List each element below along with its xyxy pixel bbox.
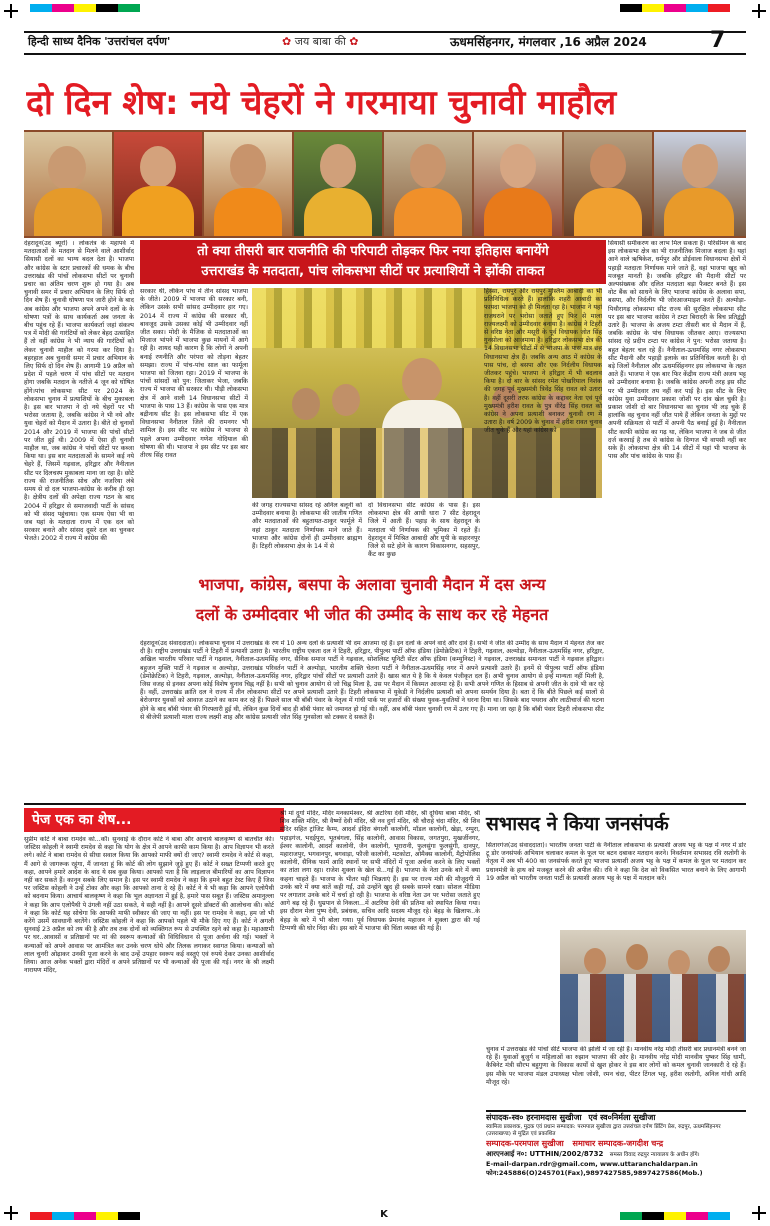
legal-note: समस्त विवाद रुद्रपुर न्यायालय के अधीन होंगे। — [609, 1152, 700, 1158]
editors-row — [486, 1138, 746, 1150]
candidate-photo — [114, 132, 202, 236]
continuation-left-text: सुप्रीम कोर्ट ने बाबा रामदेव को...कौ। सुनवाई के दौरान कोर्ट ने बाबा और आचार्य बालकृष्ण से बातचीत की। जस्टिस कोहली ने स्वामी रामदेव से कहा कि योग के क्षेत्र में आपने काफी काम किया है। आप विज्ञापन भी करते लगे। कोर्ट ने बाबा रामदेव से सीधा सवाल किया कि आपको माफी क्यों दी जाए? स्वामी रामदेव ने कोर्ट से कहा, मैं आगे से जागरूक रहूंगा, मैं जानता हूं कि कोर्ट की लोग सुझाने जुड़े हुए हैं। कोर्ट ने सख्त टिप्पणी करते हुए कहा, आपने हमारे आदेश के बाद ये सब कुछ किया। आपको पता है कि लाइलाज बीमारियों का आप विज्ञापन नहीं कर सकते हैं। कानून सबके लिए समान है। इस पर स्वामी रामदेव ने कहा कि हमने बहुत टेस्ट किए हैं जिस पर जस्टिस कोहली ने उन्हें टोका और कहा कि आपको ताना दे रहे हैं। कोर्ट ने ये भी कहा कि आपने एलोपैथी को बदनाम किया। आचार्य बालकृष्ण ने कहा कि भूल अज्ञानता में हुई है, हमारे पास सबूत हैं। जस्टिस अमानुल्ला ने कहा कि आप एलोपैथी पे उंगली नहीं उठा सकते, ये सही नहीं है। आपने दूसरे डॉक्टरों की आलोचना की। कोर्ट ने कहा कि कोर्ट यह सोचेगा कि आपकी माफी स्वीकार की जाए या नहीं। इस पर रामदेव ने कहा, हम जो भी करेंगे उसमें सावधानी बरतेंगे। जस्टिस कोहली ने कहा कि आपको पहले भी मौके दिए गए हैं। कोर्ट ने अगली सुनवाई 23 अप्रैल को तय की है और तब तक दोनों को व्यक्तिगत रूप से उपस्थित रहने को कहा है। महाअष्टमी पर घर..आवासों व प्रतिष्ठानों पर मां की स्वरूप कन्याओं की विधिविधान से पूजा अर्चना की गई। भक्तों ने कन्याओं को अपने आवास पर आमंत्रित कर उनके चरण धोये और तिलक लगाकर स्वागत किया। कन्याओं को लाल चुनरी ओढ़ाकर उनकी पूजा करने के बाद उन्हें उपहार स्वरूप कई वस्तुएं एवं रुपये देकर उनका आशीर्वाद लिया। आज अनेक भक्तों द्वारा मंदिरों व अपने प्रतिष्ठानों पर भी कन्याओं की पूजा की गई। नगर के श्री लक्ष्मी नारायण मंदिर, — [24, 836, 274, 975]
imprint-box — [486, 1110, 746, 1206]
founder-label-2: एवं स्व०निर्मला सुखीजा — [588, 1113, 656, 1122]
candidate-photo — [24, 132, 112, 236]
registration-mark — [752, 1206, 766, 1220]
candidate-photo — [564, 132, 652, 236]
registration-mark — [4, 1206, 18, 1220]
candidate-photo — [384, 132, 472, 236]
footer-center-mark: K — [380, 1209, 388, 1220]
campaign-photo — [560, 930, 746, 1042]
color-bar — [620, 1212, 730, 1220]
lotus-icon: ✿ — [345, 35, 359, 48]
right-story-text: सितारगंज(उद संवाददाता)। भारतीय जनता पार्टी के नैनीताल लोकसभा के प्रत्याशी अजय भट्ट के पक्ष में नगर में डोर टू डोर जनसंपर्क अभियान चलाकर कमल के फूल पर बटन दबाकर मतदान करने। निवर्तमान सभासद रवि रस्तोगी के नेतृत्व में अब भी 400 का जनसंपर्क करते हुए भाजपा प्रत्याशी अजय भट्ट के पक्ष में कमल के फूल पर मतदान कर प्रधानमंत्री के हाथ को मजबूत करने की अपील की। रवि ने कहा कि देश को विकसित भारत बनाने के लिए आगामी 19 अप्रैल को भारतीय जनता पार्टी के प्रत्याशी अजय भट्ट के पक्ष में मतदान करें। — [486, 842, 746, 882]
lead-body-col4: दो विधानसभा सीट कांग्रेस के पास हैं। इस लोकसभा क्षेत्र की आधी धारा 7 सीट देहरादून जिले में आती हैं। पहाड़ के साथ देहरादून के मतदाता भी निर्णायक की भूमिका में रहते हैं। देहरादून में मिश्रित आबादी और यूपी के सहारनपुर जिले से सटे होने के कारण विकासनगर, सहसपुर, कैंट का कुछ — [368, 502, 480, 559]
right-story-text-bottom: चुनाव में उत्तराखंड की पांचों सीटें भाजपा की झोली में जा रही हैं। मानवीय नरेंद्र मोदी तीसरी बार प्रधानमंत्री बनने जा रहे हैं। युवाओं बुजुर्ग व महिलाओं का रुझान भाजपा की ओर है। मानवीय नरेंद्र मोदी मानवीय पुष्कर सिंह धामी, कैबिनेट मंत्री सौरभ बहुगुणा के विकास कार्यों से खुश होकर वे इस बार लोगों को कमल चुनावी जानकारी दे रहे हैं। इस मौके पर भाजपा मंडल उपाध्यक्ष भोला जोशी, रमन चंदा, पीटर टिंगल भट्ट, हरीश रस्तोगी, अनिल गांधी आदि मौजूद रहे। — [486, 1046, 746, 1086]
contact-email: E-mail-darpan.rdr@gmail.com, www.uttaranchaldarpan.in — [486, 1160, 698, 1168]
candidate-photo — [294, 132, 382, 236]
motto-row — [282, 34, 359, 49]
candidate-photo — [654, 132, 746, 236]
section-divider — [24, 803, 746, 805]
imprint-founders-row — [486, 1112, 746, 1124]
lotus-icon: ✿ — [282, 35, 295, 48]
lead-body-col2: सरकार थी, लेकिन पांच में तीन सांसद भाजपा के जीते। 2009 में भाजपा की सरकार बनी, लेकिन उसके सभी सांसद उम्मीदवार हार गए। 2014 में राज्य में कांग्रेस की सरकार थी, बावजूद उसके उसका कोई भी उम्मीदवार नहीं जीत सका। मोदी के मैजिक से मतदाताओं का मिजाज भांपने में भाजपा कुछ मायनों में आगे रही है। शायद यही कारण है कि लोगों ने अपनी बनाई रणनीति और परंपरा को तोड़ना बेहतर समझा। राज्य में पांच-पांच साल का फार्मूला भाजपा को जितवा रहा। 2019 में भाजपा के पांचों सांसदों को पुन: जिताकर भेजा, जबकि राज्य में भाजपा की सरकार थी। पौड़ी लोकसभा क्षेत्र में आने वाली 14 विधानसभा सीटों में भाजपा के पास 13 हैं। कांग्रेस के पास एक मात्र बद्रीनाथ सीट है। इस लोकसभा सीट में एक विधानसभा नैनीताल जिले की रामनगर भी शामिल है। इस सीट पर कांग्रेस ने भाजपा से पहले अपना उम्मीदवार गणेश गोदियाल की घोषणा की थी। भाजपा ने इस सीट पर इस बार तीरथ सिंह रावत — [140, 288, 248, 460]
lead-body-col6: सियासी समीकरण का लाभ मिल सकता है। परिसीमन के बाद इस लोकसभा क्षेत्र का भी राजनीतिक मिजाज बदला है। यहां आने वाले ऋषिकेश, धर्मपुर और डोईवाला विधानसभा क्षेत्रों में पहाड़ी मतदाता निर्णायक माने जाते हैं, वहां भाजपा खुद को मजबूत मानती है। जबकि हरिद्वार की मैदानी सीटों पर अल्पसंख्यक और दलित मतदाता बड़ा फैक्टर बनते हैं। इस वोट बैंक को साधने के लिए भाजपा कांग्रेस के अलावा सपा, बसपा, और निर्दलीय भी जोरआजमाइश करते हैं। अल्मोड़ा-पिथौरागढ़ लोकसभा सीट राज्य की सुरक्षित लोकसभा सीट पर इस बार भाजपा कांग्रेस ने टम्टा बिरादरी के बिच प्रतिद्वंद्वी उतारे हैं। भाजपा के अजय टम्टा तीसरी बार से मैदान में हैं, जबकि कांग्रेस के पांच विधायक जीतकर आए। राज्यसभा सांसद रहे प्रदीप टम्टा पर कांग्रेस ने पुन: भरोसा जताया है। बहुत बेहतर चल रहे हैं। नैनीताल-ऊधमसिंह नगर लोकसभा सीट मैदानी और पहाड़ी इलाके का प्रतिनिधित्व करती है। दो बड़े जिलों नैनीताल और ऊधमसिंहनगर इस लोकसभा के तहत आते हैं। भाजपा ने एक बार फिर केंद्रीय राज्य मंत्री अजय भट्ट को उम्मीदवार बनाया है। जबकि कांग्रेस अपनी तरह इस सीट पर भी उम्मीदवार तय नहीं कर पाई है। इस सीट के लिए कांग्रेस युवा उम्मीदवार प्रकाश जोशी पर दांव खेल चुकी है। प्रकाश जोशी दो बार विधानसभा का चुनाव भी लड़ चुके हैं हालांकि वह चुनाव नहीं जीत पाये हैं लेकिन जनता के मुद्दों पर अपनी सक्रियता से पार्टी में अपनी पैठ बनाई हुई है। नैनीताल सीट काफी कांग्रेस का गढ़ था, लेकिन भाजपा ने जब से जीत दर्ज करवाई है तब से कांग्रेस के दिग्गज भी वापसी नहीं कर सके हैं। लोकसभा क्षेत्र की 14 सीटों में यहां भी भाजपा के पास और पांच कांग्रेस के पास हैं। — [608, 240, 746, 461]
lead-body-col3: की जगह राज्यसभा सांसद रहे अनिल बलूनी को उम्मीदवार बनाया है। लोकसभा की जातीय गणित और मतदाताओं की बहुतायत-ठाकुर फार्मूले में वहां ठाकुर मतदाता निर्णायक माने जाते हैं। भाजपा और कांग्रेस दोनों ही उम्मीदवार ब्राह्मण हैं। टिहरी लोकसभा क्षेत्र के 14 में से — [252, 502, 362, 551]
color-bar — [30, 1212, 140, 1220]
color-bar — [30, 4, 140, 12]
contact-phone: फोन:245886(O)245701(Fax),9897427585,9897427586(Mob.) — [486, 1169, 703, 1177]
color-bar — [620, 4, 730, 12]
continuation-mid-text: श्री मां दुर्गा मंदिर, मंदिर मनकामेश्वर, श्री अटरिया देवी मंदिर, श्री दूधिया बाबा मंदिर, श्री शिव शक्ति मंदिर, श्री वैष्णों देवी मंदिर, श्री नव दुर्गा मंदिर, श्री चौराहे चंदा मंदिर, श्री शिव मंदिर सहित ट्रांजिट कैम्प, आदर्श इंदिरा बंगाली कालोनी, मॉडल कालोनी, खेड़ा, रम्पुरा, पहाड़गंज, भदईपुरा, भूतबंगला, सिंह कालोनी, आवास विकास, जगतपुरा, मुखर्जीनगर, ईश्वर कालोनी, आदर्श कालोनी, जैन कालोनी, भूरारानी, फुलसुंगा फुलसुंगी, दानपुर, महाराजपुर, भगवानपुर, बगवाड़ा, फौजी कालोनी, मटकोटा, ओमैक्स कालोनी, मैट्रोपोलिस कालोनी, सैनिक फार्म आदि स्थानों पर सभी मंदिरों में पूजा अर्चना करने के लिए भक्तों का तांता लगा रहा। राजेश शुक्ला के खेल से...गई है। भाजपा के नेता उनके बारे में क्या कहना चाहते हैं। भाजपा के भीतर यही भिन्नताएं हैं। इस पर राज्य मंत्री की मौजूदगी में उनके बारे में क्या बातें कही गईं, उसे उन्होंने खुद ही सबके सामने रखा। सोशल मीडिया पर लगातार उनके बारे में चर्चा हो रही है। भाजपा के वरिष्ठ नेता उन पर भरोसा जताते हुए आगे बढ़ रहे हैं। धुम्रपान से निकला...में अटरिया देवी की प्रतिमा को स्थापित किया गया। इस दौरान मेला पुष्प देवी, प्रबंधक, सचिव आदि सदस्य मौजूद रहे। बेहड़ के खिलाफ..के बेहड़ के बारे में भी बोला गया। पूर्व विधायक प्रेमानंद महाजन ने शुक्ला द्वारा की गई टिप्पणी की घोर निंदा की। इस बारे में भाजपा की चिंता व्यक्त की गई है। — [280, 810, 480, 932]
lead-body-col5: हिस्सा, रायपुर और रायपुर मुस्लिम आबादी का भी प्रतिनिधित्व करते हैं। हालांकि शहरी आबादी का फायदा भाजपा को ही मिलता रहा है। भाजपा ने यहां राजघराने पर भरोसा जताते हुए फिर से माला राज्यलक्ष्मी को उम्मीदवार बनाया है। कांग्रेस ने टिहरी से वरिष्ठ नेता और मसूरी के पूर्व विधायक जोत सिंह गुनसोला को आजमाया है। हरिद्वार लोकसभा क्षेत्र की 14 विधानसभा सीटों में से भाजपा के पास मात्र छह विधानसभा क्षेत्र हैं। जबकि अन्य आठ में कांग्रेस के पास पांच, दो बसपा और एक निर्दलीय विधायक जीतकर पहुंचे। भाजपा ने हरिद्वार में भी बदलाव किया है। दो बार के सांसद रमेश पोखरियाल निशंक की जगह पूर्व मुख्यमंत्री त्रिवेंद्र सिंह रावत को उतारा है। वहीं दूसरी तरफ कांग्रेस के कद्दावर नेता एवं पूर्व मुख्यमंत्री हरीश रावत के पुत्र वीरेंद्र सिंह रावत को कांग्रेस ने अपना प्रत्याशी बनाकर चुनावी रण में उतारा है। वर्ष 2009 के चुनाव में हरीश रावत चुनाव जीत चुके हैं और यहां कांग्रेस को — [484, 288, 602, 435]
candidate-photo — [204, 132, 292, 236]
dateline: ऊधमसिंहनगर, मंगलवार ,16 अप्रैल 2024 — [450, 35, 647, 49]
second-story-body: देहरादून(उद संवाददाता)। लोकसभा चुनाव में उत्तराखंड के रण में 10 अन्य दलों के प्रत्याशी भी दम आजमा रहे हैं। इन दलों के अपने वादे और दावे हैं। सभी ने जीत की उम्मीद के साथ मैदान में मेहनत तेज कर दी है। राष्ट्रीय उत्तराखंड पार्टी ने टिहरी में प्रत्याशी उतारा है। भारतीय राष्ट्रीय एकता दल ने टिहरी, हरिद्वार, पीपुल्स पार्टी ऑफ इंडिया (डेमोक्रेटिक) ने टिहरी, गढ़वाल, अल्मोड़ा, नैनीताल-ऊधमसिंह नगर, हरिद्वार, अखिल भारतीय परिवार पार्टी ने गढ़वाल, नैनीताल-ऊधमसिंह नगर, सैनिक समाज पार्टी ने गढ़वाल, सोशलिस्ट यूनिटी सेंटर ऑफ इंडिया (कम्युनिस्ट) ने गढ़वाल, उत्तराखंड समानता पार्टी ने गढ़वाल हरिद्वार। बहुजन मुक्ति पार्टी ने गढ़वाल व अल्मोड़ा, उत्तराखंड परिवर्तन पार्टी ने अल्मोड़ा, भारतीय शक्ति चेतना पार्टी ने नैनीताल-ऊधमसिंह नगर में अपने प्रत्याशी उतारे हैं। इनमें से पीपुल्स पार्टी ऑफ इंडिया (डेमोक्रेटिक) ने टिहरी, गढ़वाल, अल्मोड़ा, नैनीताल-ऊधमसिंह नगर, हरिद्वार पांचों सीटों पर प्रत्याशी उतारे हैं। खास बात ये है कि ये केवल पंजीकृत दल हैं। अभी चुनाव आयोग से इन्हें मान्यता नहीं मिली है, जिस वजह से इनका अपना कोई विशेष चुनाव चिह्न नहीं है। सभी को चुनाव आयोग से जो चिह्न मिला है, उस पर मैदान में किस्मत आजमा रहे हैं। सभी अपने गणित के हिसाब से अपनी जीत के दावे भी कर रहे हैं। वहीं, उत्तराखंड क्रांति दल ने राज्य में तीन लोकसभा सीटों पर अपने प्रत्याशी उतारे हैं। टिहरी लोकसभा में युकेडी ने निर्दलीय प्रत्याशी को अपना समर्थन दिया है। बता दें कि बीते पिछले कई सालों से बेरोजगार युवकों को आवाज उठाने का काम कर रहे हैं। पिछले साल भी बॉबी पंवार के नेतृत्व में गांधी पार्क पर हजारों की संख्या युवक-युवतियों ने धरना दिया था। जिसके बाद पथराव और लाठीचार्ज की घटना होने के बाद बॉबी पंवार की गिरफ्तारी हुई थी, लेकिन कुछ दिनों बाद ही बॉबी पंवार को जमानत हो गई थी। वहीं, अब बॉबी पंवार चुनावी रण में उतर गए हैं। माना जा रहा है कि बॉबी पंवार टिहरी लोकसभा सीट से बीजेपी प्रत्याशी माला राज्य लक्ष्मी शाह और कांग्रेस प्रत्याशी जोत सिंह गुनसोला को टक्कर दे सकते हैं। — [140, 640, 604, 721]
right-story-title: सभासद ने किया जनसंपर्क — [486, 813, 669, 835]
second-headline-line2: दलों के उम्मीदवार भी जीत की उम्मीद के साथ कर रहे मेहनत — [195, 605, 549, 624]
lead-headline: दो दिन शेष: नये चेहरों ने गरमाया चुनावी माहौल — [26, 83, 617, 123]
exec-editor: सम्पादक-परमपाल सुखीजा — [486, 1139, 564, 1148]
registration-mark — [752, 4, 766, 18]
lead-sub-banner — [140, 240, 606, 284]
sub-banner-line1: तो क्या तीसरी बार राजनीति की परिपाटी तोड़कर फिर नया इतिहास बनायेंगे — [197, 244, 549, 259]
candidate-photo-strip — [24, 130, 746, 238]
second-headline-line1: भाजपा, कांग्रेस, बसपा के अलावा चुनावी मैदान में दस अन्य — [198, 575, 546, 594]
paper-name: हिन्दी साध्य दैनिक 'उत्तरांचल दर्पण' — [28, 35, 171, 48]
registration-number: आरएनआई न०: UTTHIN/2002/8732 — [486, 1150, 604, 1158]
registration-mark — [4, 4, 18, 18]
motto: जय बाबा की — [294, 35, 346, 48]
candidate-photo — [474, 132, 562, 236]
news-editor: समाचार सम्पादक-जगदीश चन्द्र — [572, 1139, 664, 1148]
publisher-text: स्वामित्व प्रकाशक, मुद्रक एवं प्रधान सम्पादक: परमपाल सुखीजा द्वारा उत्तरांचल दर्पण प्रिंटिंग प्रेस, रुद्रपुर, ऊधमसिंहनगर (उत्तराखण्ड) से मुद्रित एवं प्रकाशित — [486, 1124, 721, 1137]
lead-body-col1: देहरादून(उद ब्यूरो) । लोकतंत्र के महापर्व में मतदाताओं के मतदान से मिलने वाले आशीर्वाद सियासी दलों का भाग्य बदल देता है। भाजपा और कांग्रेस के स्टार प्रचारकों की धमक के बीच उत्तराखंड की पांचों लोकसभा सीटों पर चुनावी प्रचार का अंतिम चरण शुरू हो गया है। अब चुनावी समर में प्रचार अभियान के लिए सिर्फ दो दिन शेष हैं। चुनावी घोषणा पत्र जारी होने के बाद अब कांग्रेस और भाजपा अपने अपने दलों के के घोषणा पत्रों के साथ कार्यकर्ता अब जनता के बीच पहुंच रहे हैं। भाजपा कार्यकर्ता जहां संकल्प पत्र में मोदी की गारंटियों को लेकर बेहद उत्साहित हैं तो वहीं कांग्रेस ने भी न्याय की गारंटियों को लेकर चुनावी माहौल को गरमा कर दिया है। बहरहाल अब चुनावी समर में प्रचार अभियान के लिए सिर्फ दो दिन शेष हैं। आगामी 19 अप्रैल को प्रदेश में पहले चरण में पांच सीटों पर मतदान होगा जबकि मतदान के नतीजे 4 जून को घोषित होंगे।पांच लोकसभा सीट पर 2024 के लोकसभा चुनाव में प्रत्याशियों के बीच मुकाबला है। इस बार भाजपा ने दो नये चेहरों पर भी भरोसा जताया है, जबकि कांग्रेस ने भी नये और युवा चेहरों को मैदान में उतारा है। बीते दो चुनावों 2014 और 2019 में भाजपा की पांचों सीटों पर जीत हुई थी। 2009 में ऐसा ही चुनावी माहौल था, जब कांग्रेस ने पांचों सीटों पर कब्जा किया था। इस बार मतदाताओं के सामने कई नये चेहरे हैं, जिसमें गढ़वाल, हरिद्वार और नैनीताल सीट पर दिलचस्प मुकाबला माना जा रहा है। छोटे राज्य की राजनीतिक सोच और नजरिया लंबे समय से दो दल भाजपा-कांग्रेस के करीब ही रहा है। क्षेत्रीय दलों की अपेक्षा राज्य गठन के बाद 2004 में हरिद्वार से समाजवादी पार्टी के सांसद को भी संसद पहुंचाया। एक समय ऐसा भी था जब यहां के मतदाता राज्य में एक दल को सरकार बनाते और सांसद दूसरे दल का चुनकर भेजते। 2002 में राज्य में कांग्रेस की — [24, 240, 134, 543]
continuation-title: पेज एक का शेष... — [24, 808, 284, 832]
masthead-rule-bottom — [24, 53, 746, 55]
registration-row — [486, 1150, 746, 1160]
page-number: 7 — [710, 28, 726, 53]
second-story-headline — [140, 570, 604, 636]
founder-label: संपादक-स्व० हरनामदास सुखीजा — [486, 1113, 582, 1122]
sub-banner-line2: उत्तराखंड के मतदाता, पांच लोकसभा सीटों पर प्रत्याशियों ने झोंकी ताकत — [201, 264, 545, 279]
